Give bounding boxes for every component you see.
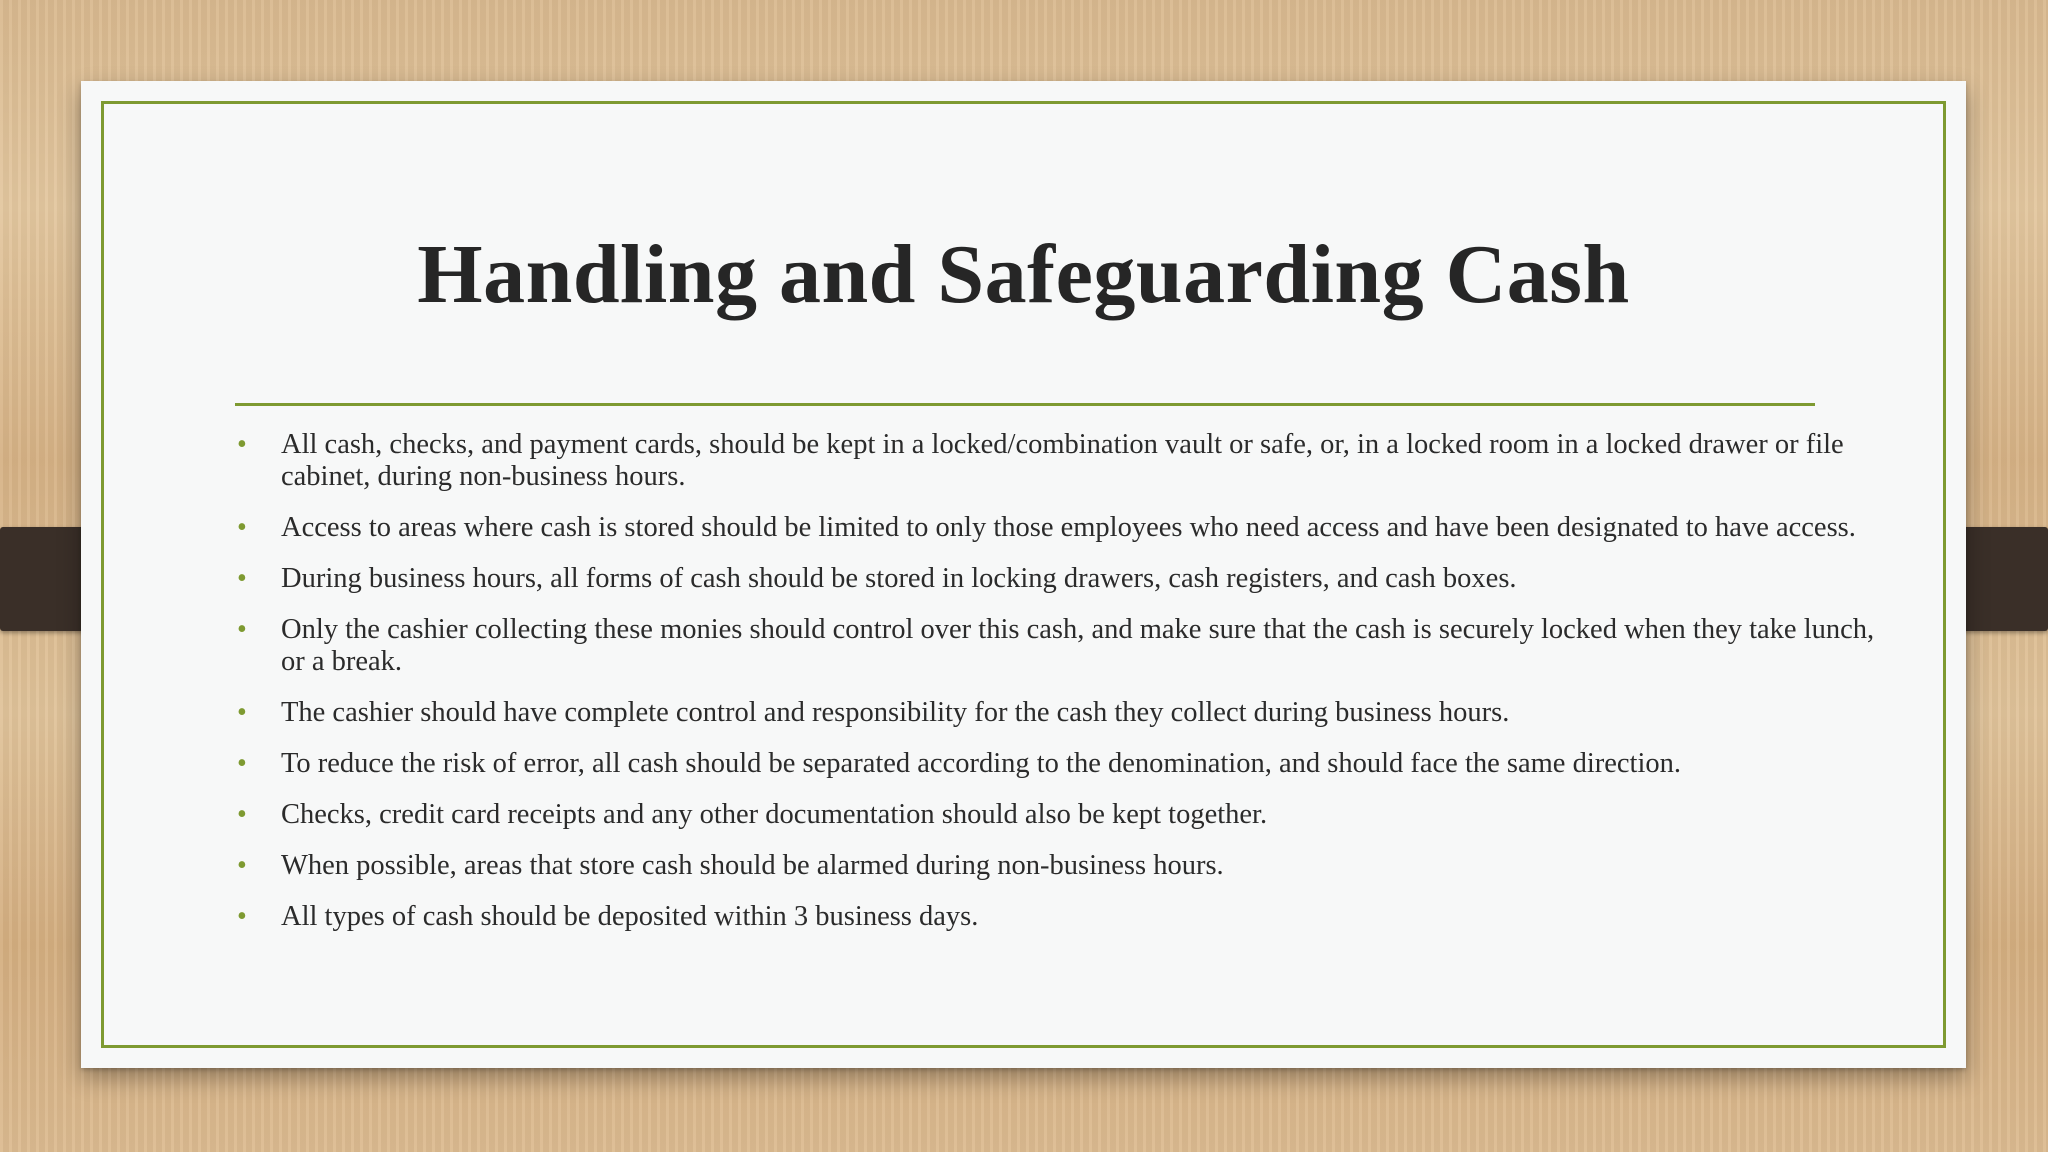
bullet-icon: • <box>237 748 247 779</box>
bullet-item <box>235 748 1875 780</box>
bullet-icon: • <box>237 850 247 881</box>
bullet-icon: • <box>237 429 247 460</box>
bullet-text: Checks, credit card receipts and any other documentation should also be kept together. <box>281 799 1268 830</box>
bullet-icon: • <box>237 512 247 543</box>
slide-card <box>81 81 1966 1068</box>
bullet-item <box>235 850 1875 882</box>
bullet-text: To reduce the risk of error, all cash should be separated according to the denomination, and should face the same direction. <box>281 748 1681 779</box>
bullet-icon: • <box>237 697 247 728</box>
bullet-item <box>235 799 1875 831</box>
slide-title: Handling and Safeguarding Cash <box>417 228 1630 321</box>
title-divider <box>235 403 1815 406</box>
bullet-icon: • <box>237 901 247 932</box>
bullet-item <box>235 614 1875 678</box>
bullet-text: Only the cashier collecting these monies should control over this cash, and make sure that the cash is securely locked when they take lunch, or a break. <box>281 614 1875 677</box>
bullet-icon: • <box>237 799 247 830</box>
bullet-item <box>235 512 1875 544</box>
bullet-text: During business hours, all forms of cash should be stored in locking drawers, cash registers, and cash boxes. <box>281 563 1517 594</box>
bullet-list <box>235 429 1875 952</box>
bullet-text: All types of cash should be deposited within 3 business days. <box>281 901 979 932</box>
bullet-text: Access to areas where cash is stored should be limited to only those employees who need access and have been designated to have access. <box>281 512 1856 543</box>
bullet-item <box>235 429 1875 493</box>
bullet-text: When possible, areas that store cash should be alarmed during non-business hours. <box>281 850 1224 881</box>
bullet-item <box>235 563 1875 595</box>
bullet-item <box>235 901 1875 933</box>
bullet-icon: • <box>237 614 247 645</box>
bullet-item <box>235 697 1875 729</box>
bullet-text: The cashier should have complete control and responsibility for the cash they collect during business hours. <box>281 697 1510 728</box>
bullet-icon: • <box>237 563 247 594</box>
bullet-text: All cash, checks, and payment cards, should be kept in a locked/combination vault or safe, or, in a locked room in a locked drawer or file cabinet, during non-business hours. <box>281 429 1844 492</box>
